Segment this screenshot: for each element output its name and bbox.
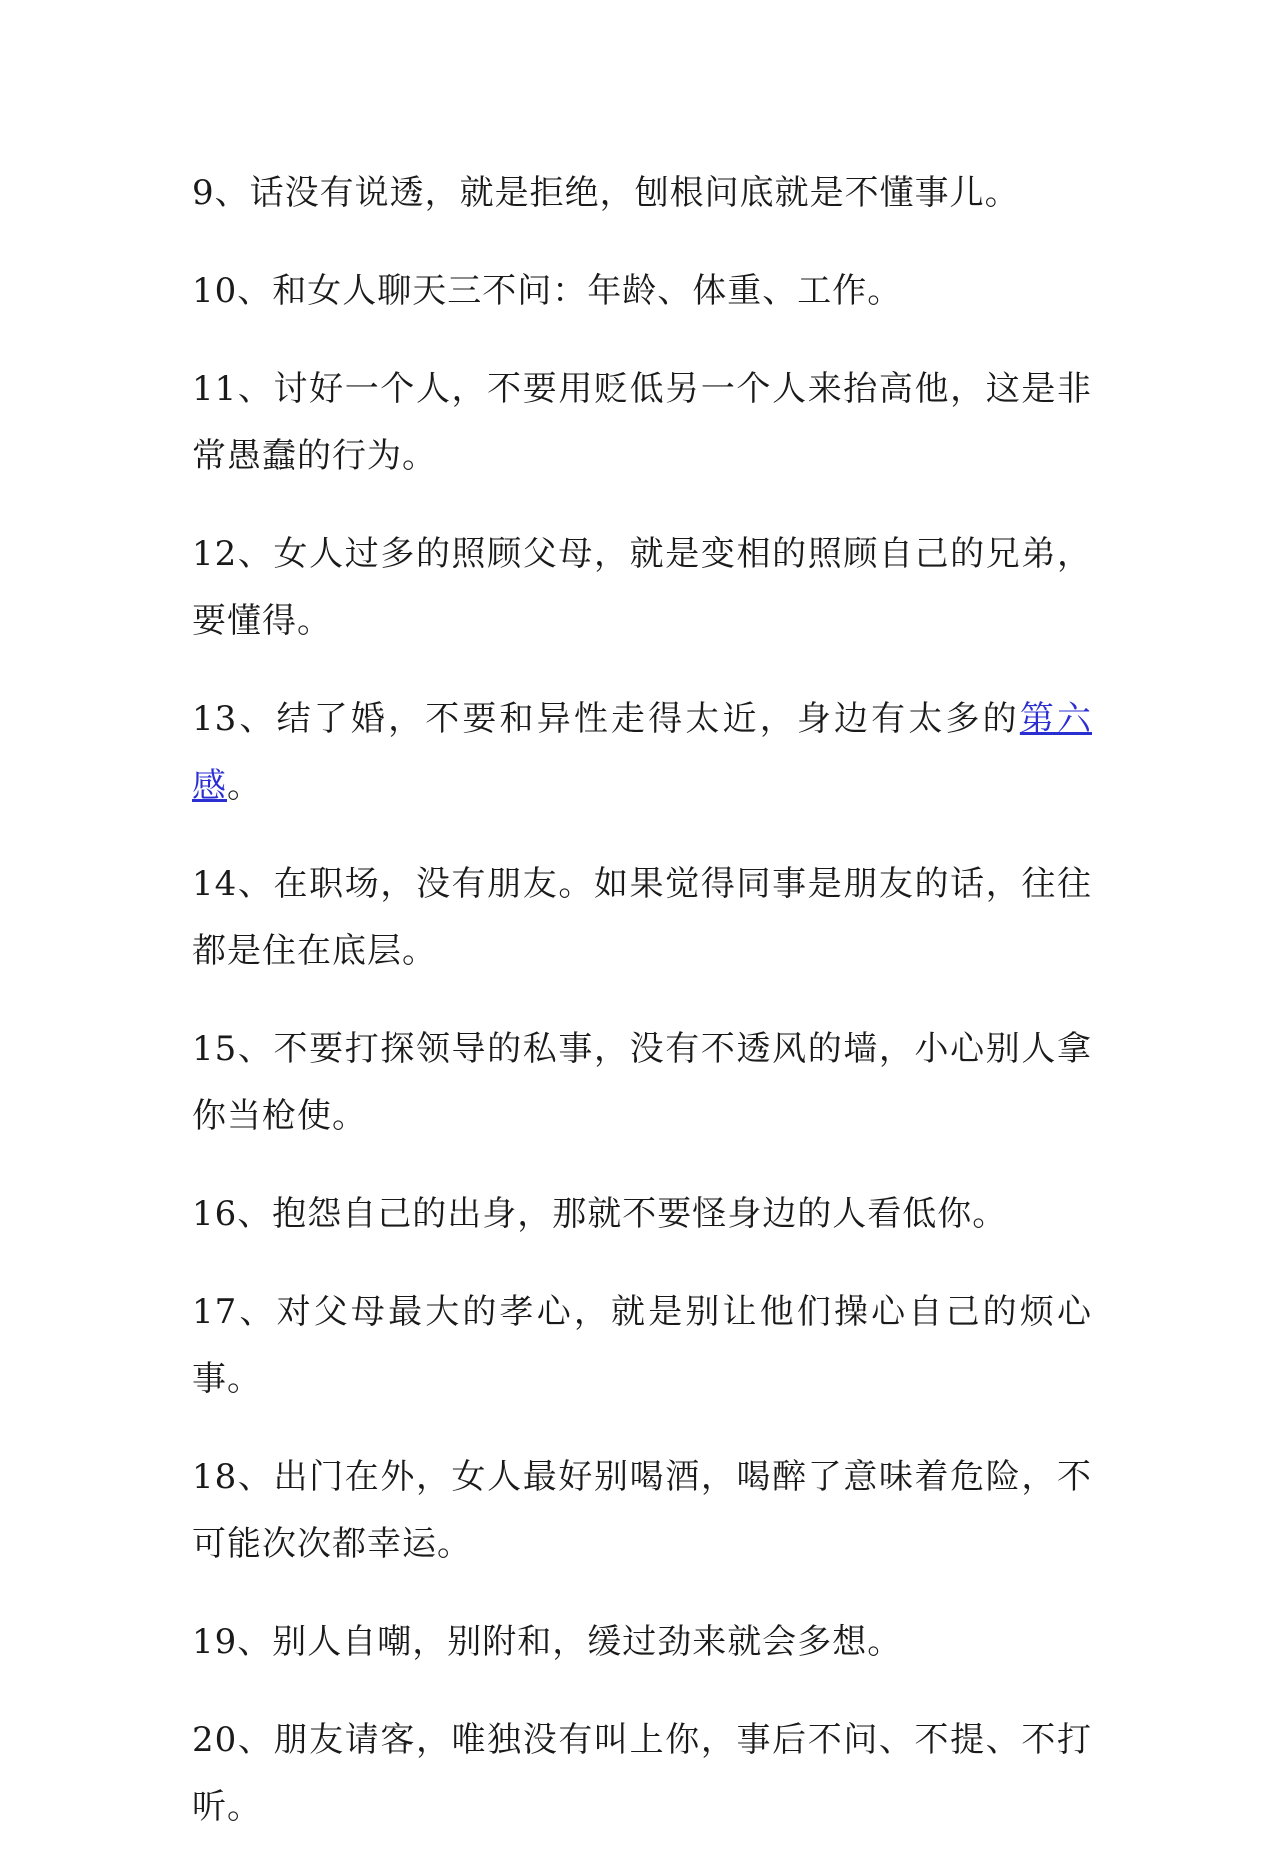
list-item-12: 12、女人过多的照顾父母，就是变相的照顾自己的兄弟，要懂得。 <box>192 534 1092 641</box>
list-item-13 <box>192 686 1092 820</box>
list-item-11: 11、讨好一个人，不要用贬低另一个人来抬高他，这是非常愚蠢的行为。 <box>192 369 1092 476</box>
list-item-13-end: 。 <box>227 766 262 806</box>
list-item-9: 9、话没有说透，就是拒绝，刨根问底就是不懂事儿。 <box>192 173 1020 213</box>
list-item-18: 18、出门在外，女人最好别喝酒，喝醉了意味着危险，不可能次次都幸运。 <box>192 1457 1092 1564</box>
list-item-16: 16、抱怨自己的出身，那就不要怪身边的人看低你。 <box>192 1194 1008 1234</box>
list-item-14: 14、在职场，没有朋友。如果觉得同事是朋友的话，往往都是住在底层。 <box>192 864 1092 971</box>
list-item-19: 19、别人自嘲，别附和，缓过劲来就会多想。 <box>192 1622 903 1662</box>
document-body <box>192 160 1092 1872</box>
list-item-15: 15、不要打探领导的私事，没有不透风的墙，小心别人拿你当枪使。 <box>192 1029 1092 1136</box>
list-item-20: 20、朋友请客，唯独没有叫上你，事后不问、不提、不打听。 <box>192 1720 1092 1827</box>
list-item-10: 10、和女人聊天三不问：年龄、体重、工作。 <box>192 271 903 311</box>
sixth-sense-link[interactable]: 第六感 <box>192 699 1093 806</box>
list-item-17: 17、对父母最大的孝心，就是别让他们操心自己的烦心事。 <box>192 1292 1092 1399</box>
list-item-13-text: 13、结了婚，不要和异性走得太近，身边有太多的 <box>192 699 1020 739</box>
